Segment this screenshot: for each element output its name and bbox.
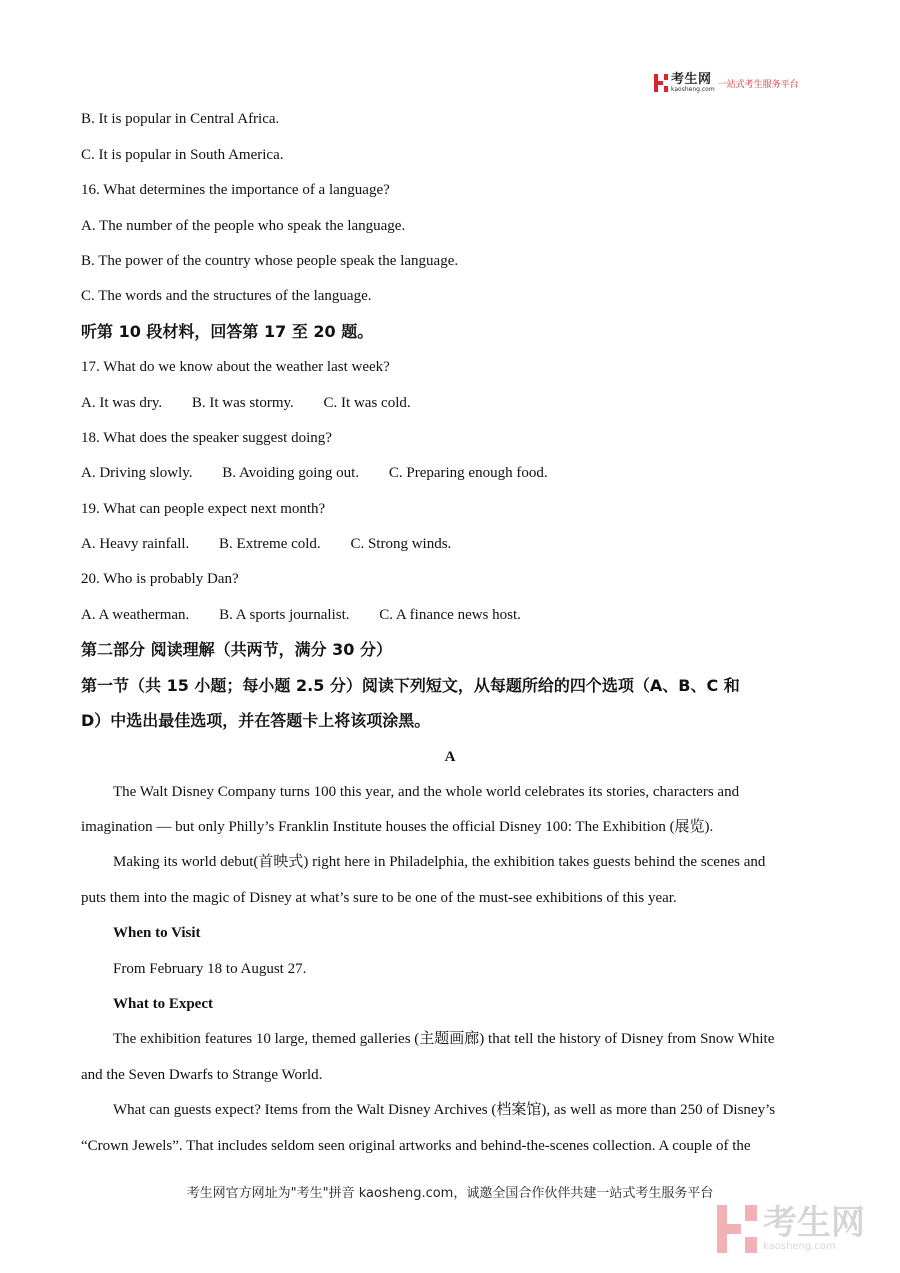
logo-name: 考生网 bbox=[671, 72, 712, 87]
paragraph-3-line-2: and the Seven Dwarfs to Strange World. bbox=[81, 1067, 323, 1083]
question-20: 20. Who is probably Dan? bbox=[81, 571, 239, 587]
q18-option-b: B. Avoiding going out. bbox=[222, 465, 360, 481]
section-10-heading: 听第 10 段材料，回答第 17 至 20 题。 bbox=[81, 322, 374, 341]
q19-options bbox=[81, 534, 451, 554]
kaosheng-logo-icon bbox=[654, 74, 668, 92]
page-footer: 考生网官方网址为"考生"拼音 kaosheng.com，诚邀全国合作伙伴共建一站式考生服务平台 bbox=[186, 1186, 714, 1201]
q16-option-b: B. The power of the country whose people speak the language. bbox=[81, 253, 459, 269]
section-1-instructions-line-1: 第一节（共 15 小题；每小题 2.5 分）阅读下列短文，从每题所给的四个选项（A、B、C 和 bbox=[81, 676, 740, 695]
q16-option-a: A. The number of the people who speak the language. bbox=[81, 218, 406, 234]
q19-option-a: A. Heavy rainfall. bbox=[81, 536, 190, 552]
paragraph-4-line-2: “Crown Jewels”. That includes seldom seen original artworks and behind-the-scenes collection. A couple of the bbox=[81, 1138, 751, 1154]
part-2-heading: 第二部分 阅读理解（共两节，满分 30 分） bbox=[81, 640, 392, 659]
passage-letter: A bbox=[444, 749, 456, 765]
q17-option-b: B. It was stormy. bbox=[191, 395, 294, 411]
question-16: 16. What determines the importance of a language? bbox=[81, 182, 390, 198]
q17-options bbox=[81, 393, 411, 413]
watermark-name: 考生网 bbox=[763, 1203, 865, 1243]
q19-option-c: C. Strong winds. bbox=[350, 536, 452, 552]
paragraph-2-line-2: puts them into the magic of Disney at what’s sure to be one of the must-see exhibitions of this year. bbox=[81, 890, 677, 906]
q20-option-b: B. A sports journalist. bbox=[219, 607, 350, 623]
paragraph-2-line-1: Making its world debut(首映式) right here in Philadelphia, the exhibition takes guests behind the scenes and bbox=[113, 854, 766, 870]
q18-option-c: C. Preparing enough food. bbox=[388, 465, 548, 481]
logo-slogan: 一站式考生服务平台 bbox=[717, 79, 799, 90]
q16-option-c: C. The words and the structures of the language. bbox=[81, 288, 372, 304]
watermark bbox=[717, 1205, 865, 1253]
paragraph-1-line-1: The Walt Disney Company turns 100 this year, and the whole world celebrates its stories, characters and bbox=[113, 784, 740, 800]
paragraph-3-line-1: The exhibition features 10 large, themed galleries (主题画廊) that tell the history of Disney from Snow White bbox=[113, 1031, 775, 1047]
question-17: 17. What do we know about the weather last week? bbox=[81, 359, 390, 375]
watermark-domain: kaosheng.com bbox=[763, 1241, 836, 1252]
q20-option-c: C. A finance news host. bbox=[379, 607, 521, 623]
q18-option-a: A. Driving slowly. bbox=[81, 465, 193, 481]
q19-option-b: B. Extreme cold. bbox=[219, 536, 321, 552]
paragraph-4-line-1: What can guests expect? Items from the Walt Disney Archives (档案馆), as well as more than 250 of Disney’s bbox=[113, 1102, 776, 1118]
logo-domain: kaosheng.com bbox=[671, 86, 715, 93]
q17-option-c: C. It was cold. bbox=[323, 395, 411, 411]
header-logo bbox=[654, 73, 799, 93]
heading-what-to-expect: What to Expect bbox=[113, 996, 213, 1012]
heading-when-to-visit: When to Visit bbox=[113, 925, 201, 941]
q20-options bbox=[81, 605, 521, 625]
q20-option-a: A. A weatherman. bbox=[81, 607, 190, 623]
q17-option-a: A. It was dry. bbox=[81, 395, 163, 411]
section-1-instructions-line-2: D）中选出最佳选项，并在答题卡上将该项涂黑。 bbox=[81, 711, 431, 730]
q15-option-b: B. It is popular in Central Africa. bbox=[81, 111, 280, 127]
visit-dates: From February 18 to August 27. bbox=[113, 961, 307, 977]
q18-options bbox=[81, 463, 548, 483]
watermark-logo-icon bbox=[717, 1205, 757, 1253]
q15-option-c: C. It is popular in South America. bbox=[81, 147, 284, 163]
paragraph-1-line-2: imagination — but only Philly’s Franklin Institute houses the official Disney 100: The Exhibition (展览). bbox=[81, 819, 714, 835]
question-19: 19. What can people expect next month? bbox=[81, 501, 326, 517]
question-18: 18. What does the speaker suggest doing? bbox=[81, 430, 332, 446]
